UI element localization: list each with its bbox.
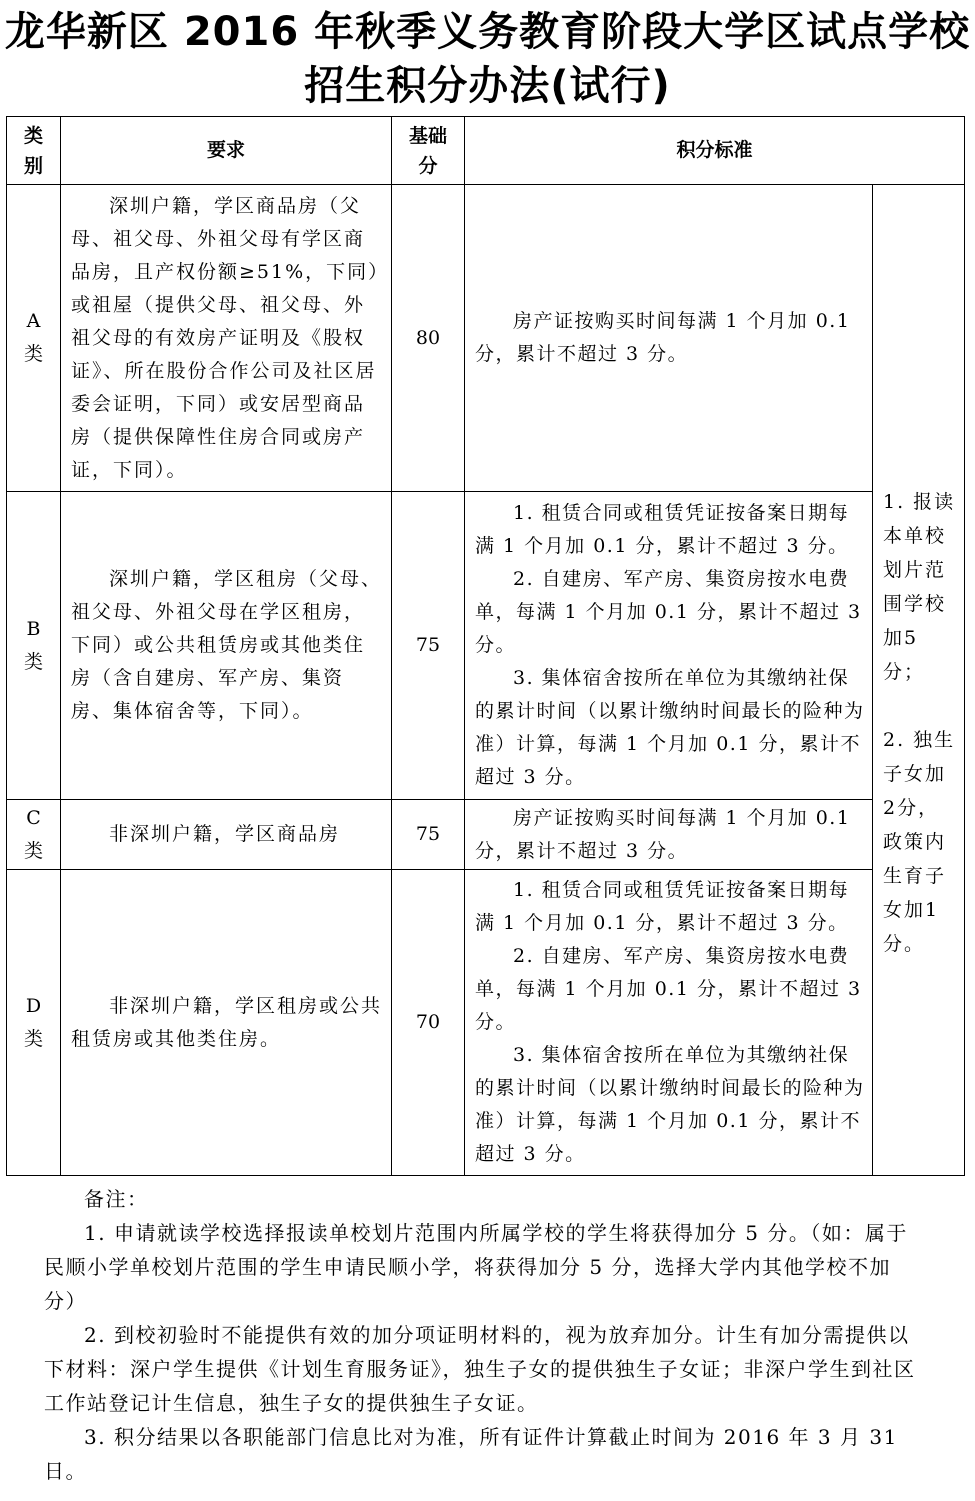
note-item: 2. 到校初验时不能提供有效的加分项证明材料的，视为放弃加分。计生有加分需提供以下材料：深户学生提供《计划生育服务证》，独生子女的提供独生子女证；非深户学生到社区工作站登记计生信息，独生子女的提供独生子女证。 — [44, 1323, 916, 1415]
row-a-standard: 房产证按购买时间每满 1 个月加 0.1 分，累计不超过 3 分。 — [465, 185, 873, 492]
row-d-base-score: 70 — [392, 870, 465, 1176]
row-b-requirement: 深圳户籍，学区租房（父母、祖父母、外祖父母在学区租房，下同）或公共租赁房或其他类住房（含自建房、军产房、集资房、集体宿舍等，下同）。 — [61, 492, 392, 800]
points-table — [6, 116, 965, 1176]
header-standard: 积分标准 — [465, 117, 965, 185]
document-title-line1: 龙华新区 2016 年秋季义务教育阶段大学区试点学校 — [4, 9, 971, 55]
row-d-requirement: 非深圳户籍，学区租房或公共租赁房或其他类住房。 — [61, 870, 392, 1176]
note-item: 1. 申请就读学校选择报读单校划片范围内所属学校的学生将获得加分 5 分。（如：属于民顺小学单校划片范围的学生申请民顺小学，将获得加分 5 分，选择大学内其他学校不加分） — [44, 1221, 908, 1313]
bonus-item-2: 2. 独生子女加2分，政策内生育子女加1分。 — [883, 729, 956, 955]
row-c-requirement: 非深圳户籍，学区商品房 — [61, 800, 392, 870]
table-header-row — [7, 117, 965, 185]
document-title-line2: 招生积分办法(试行) — [304, 63, 671, 109]
row-c-category: C类 — [7, 800, 61, 870]
table-row — [7, 492, 965, 800]
table-row — [7, 800, 965, 870]
bonus-points-cell — [873, 185, 965, 1176]
notes-heading: 备注： — [84, 1187, 149, 1211]
row-b-base-score: 75 — [392, 492, 465, 800]
row-c-base-score: 75 — [392, 800, 465, 870]
row-a-base-score: 80 — [392, 185, 465, 492]
row-c-standard: 房产证按购买时间每满 1 个月加 0.1 分，累计不超过 3 分。 — [465, 800, 873, 870]
table-row — [7, 870, 965, 1176]
row-d-category: D类 — [7, 870, 61, 1176]
row-b-standard: 1. 租赁合同或租赁凭证按备案日期每满 1 个月加 0.1 分，累计不超过 3 分。 2. 自建房、军产房、集资房按水电费单，每满 1 个月加 0.1 分，累计不超过 3 分。 3. 集体宿舍按所在单位为其缴纳社保的累计时间（以累计缴纳时间最长的险种为准）计算，每满 1 个月加 0.1 分，累计不超过 3 分。 — [465, 492, 873, 800]
row-a-category: A类 — [7, 185, 61, 492]
table-row — [7, 185, 965, 492]
bonus-item-1: 1. 报读本单校划片范围学校加5分； — [883, 491, 956, 683]
notes-section — [44, 1182, 918, 1488]
row-a-requirement: 深圳户籍，学区商品房（父母、祖父母、外祖父母有学区商品房，且产权份额≥51%，下同）或祖屋（提供父母、祖父母、外祖父母的有效房产证明及《股权证》、所在股份合作公司及社区居委会证明，下同）或安居型商品房（提供保障性住房合同或房产证，下同）。 — [61, 185, 392, 492]
note-item: 3. 积分结果以各职能部门信息比对为准，所有证件计算截止时间为 2016 年 3 月 31 日。 — [44, 1425, 898, 1483]
row-d-standard: 1. 租赁合同或租赁凭证按备案日期每满 1 个月加 0.1 分，累计不超过 3 分。 2. 自建房、军产房、集资房按水电费单，每满 1 个月加 0.1 分，累计不超过 3 分。 3. 集体宿舍按所在单位为其缴纳社保的累计时间（以累计缴纳时间最长的险种为准）计算，每满 1 个月加 0.1 分，累计不超过 3 分。 — [465, 870, 873, 1176]
header-requirement: 要求 — [61, 117, 392, 185]
header-base-score: 基础分 — [392, 117, 465, 185]
row-b-category: B类 — [7, 492, 61, 800]
header-category: 类别 — [7, 117, 61, 185]
